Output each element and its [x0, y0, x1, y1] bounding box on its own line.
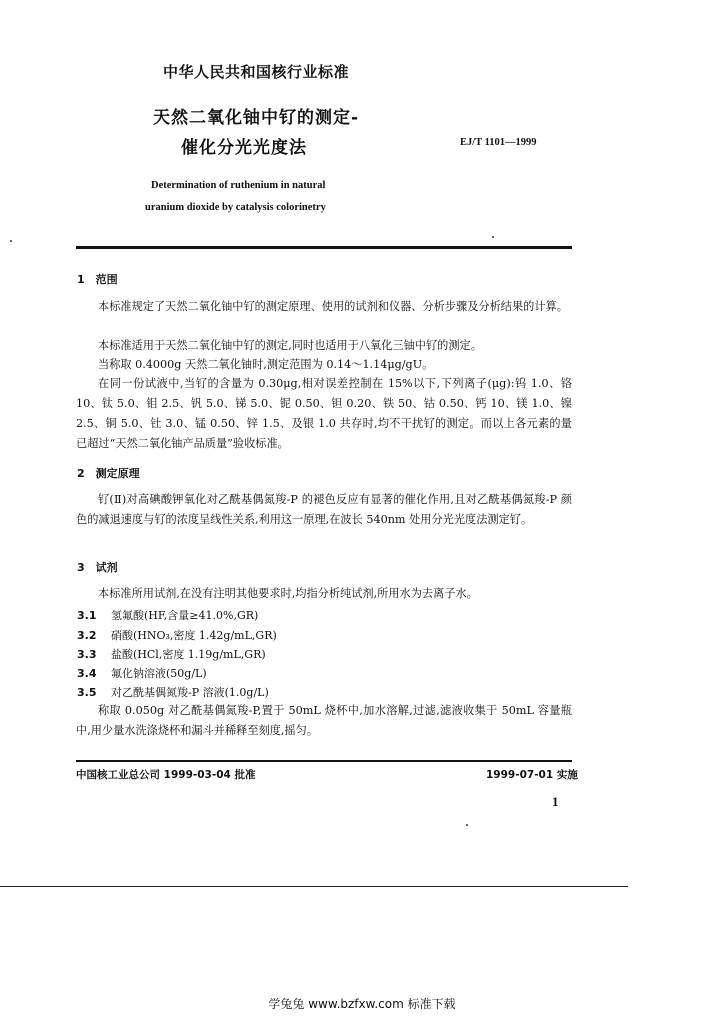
scan-speck [466, 824, 468, 826]
reagent-item [77, 607, 258, 623]
page-edge-line [0, 886, 628, 887]
section-1-para-3: 当称取 0.4000g 天然二氧化铀时,测定范围为 0.14～1.14μg/gU。 [98, 358, 434, 371]
title-line-2: 催化分光光度法 [181, 138, 307, 158]
reagent-text: 硝酸(HNO₃,密度 1.42g/mL,GR) [111, 629, 277, 642]
english-title-line-1: Determination of ruthenium in natural [151, 180, 326, 191]
title-line-1: 天然二氧化铀中钌的测定- [153, 108, 360, 128]
footer-rule [76, 760, 572, 762]
reagent-number: 3.1 [77, 609, 97, 622]
section-3-heading: 3 试剂 [77, 561, 118, 574]
standard-category: 中华人民共和国核行业标准 [163, 63, 350, 81]
reagent-text: 盐酸(HCl,密度 1.19g/mL,GR) [111, 648, 266, 661]
reagent-number: 3.5 [77, 686, 97, 699]
section-3-para-1: 本标准所用试剂,在没有注明其他要求时,均指分析纯试剂,所用水为去离子水。 [98, 587, 478, 600]
section-2-heading: 2 测定原理 [77, 467, 140, 480]
scan-speck [492, 236, 494, 238]
header-rule [76, 246, 572, 249]
standard-code: EJ/T 1101—1999 [460, 137, 537, 148]
reagent-number: 3.3 [77, 648, 97, 661]
reagent-item [77, 665, 207, 681]
english-title-line-2: uranium dioxide by catalysis colorinetry [145, 202, 326, 213]
reagent-number: 3.2 [77, 629, 97, 642]
watermark-text: 学兔兔 www.bzfxw.com 标准下载 [268, 997, 456, 1011]
reagent-text: 氟化钠溶液(50g/L) [111, 667, 207, 680]
scan-speck [10, 240, 12, 242]
reagent-item [77, 627, 277, 643]
reagent-text: 对乙酰基偶氮羧-P 溶液(1.0g/L) [111, 686, 269, 699]
section-2-para-1: 钌(Ⅱ)对高碘酸钾氧化对乙酰基偶氮羧-P 的褪色反应有显著的催化作用,且对乙酰基偶氮羧-P 颜色的减退速度与钌的浓度呈线性关系,利用这一原理,在波长 540nm 处用分光光度法测定钌。 [76, 493, 572, 526]
section-1-heading: 1 范围 [77, 273, 118, 286]
page-number: 1 [552, 794, 559, 809]
reagent-text: 氢氟酸(HF,含量≥41.0%,GR) [111, 609, 259, 622]
reagent-number: 3.4 [77, 667, 97, 680]
approval-info: 中国核工业总公司 1999-03-04 批准 [76, 769, 256, 781]
section-1-para-1: 本标准规定了天然二氧化铀中钌的测定原理、使用的试剂和仪器、分析步骤及分析结果的计算。 [98, 300, 568, 313]
section-3-para-2: 称取 0.050g 对乙酰基偶氮羧-P,置于 50mL 烧杯中,加水溶解,过滤,滤液收集于 50mL 容量瓶中,用少量水洗涤烧杯和漏斗并稀释至刻度,摇匀。 [76, 704, 572, 737]
section-1-para-2: 本标准适用于天然二氧化铀中钌的测定,同时也适用于八氧化三铀中钌的测定。 [98, 339, 482, 352]
section-1-para-4: 在同一份试液中,当钌的含量为 0.30μg,相对误差控制在 15%以下,下列离子(μg):钨 1.0、铬 10、钛 5.0、钼 2.5、钒 5.0、锑 5.0、铌 0.50、钽 0.20、铁 50、钴 0.50、钙 10、镁 1.0、镍 2.5、铜 5.0、钍 3.0、锰 0.50、锌 1.5、及银 1.0 共存时,均不干扰钌的测定。而以上各元素的量已超过“天然二氧化铀产品质量”验收标准。 [76, 377, 572, 450]
implementation-date: 1999-07-01 实施 [486, 769, 578, 781]
reagent-item [77, 646, 266, 662]
reagent-item [77, 684, 269, 700]
